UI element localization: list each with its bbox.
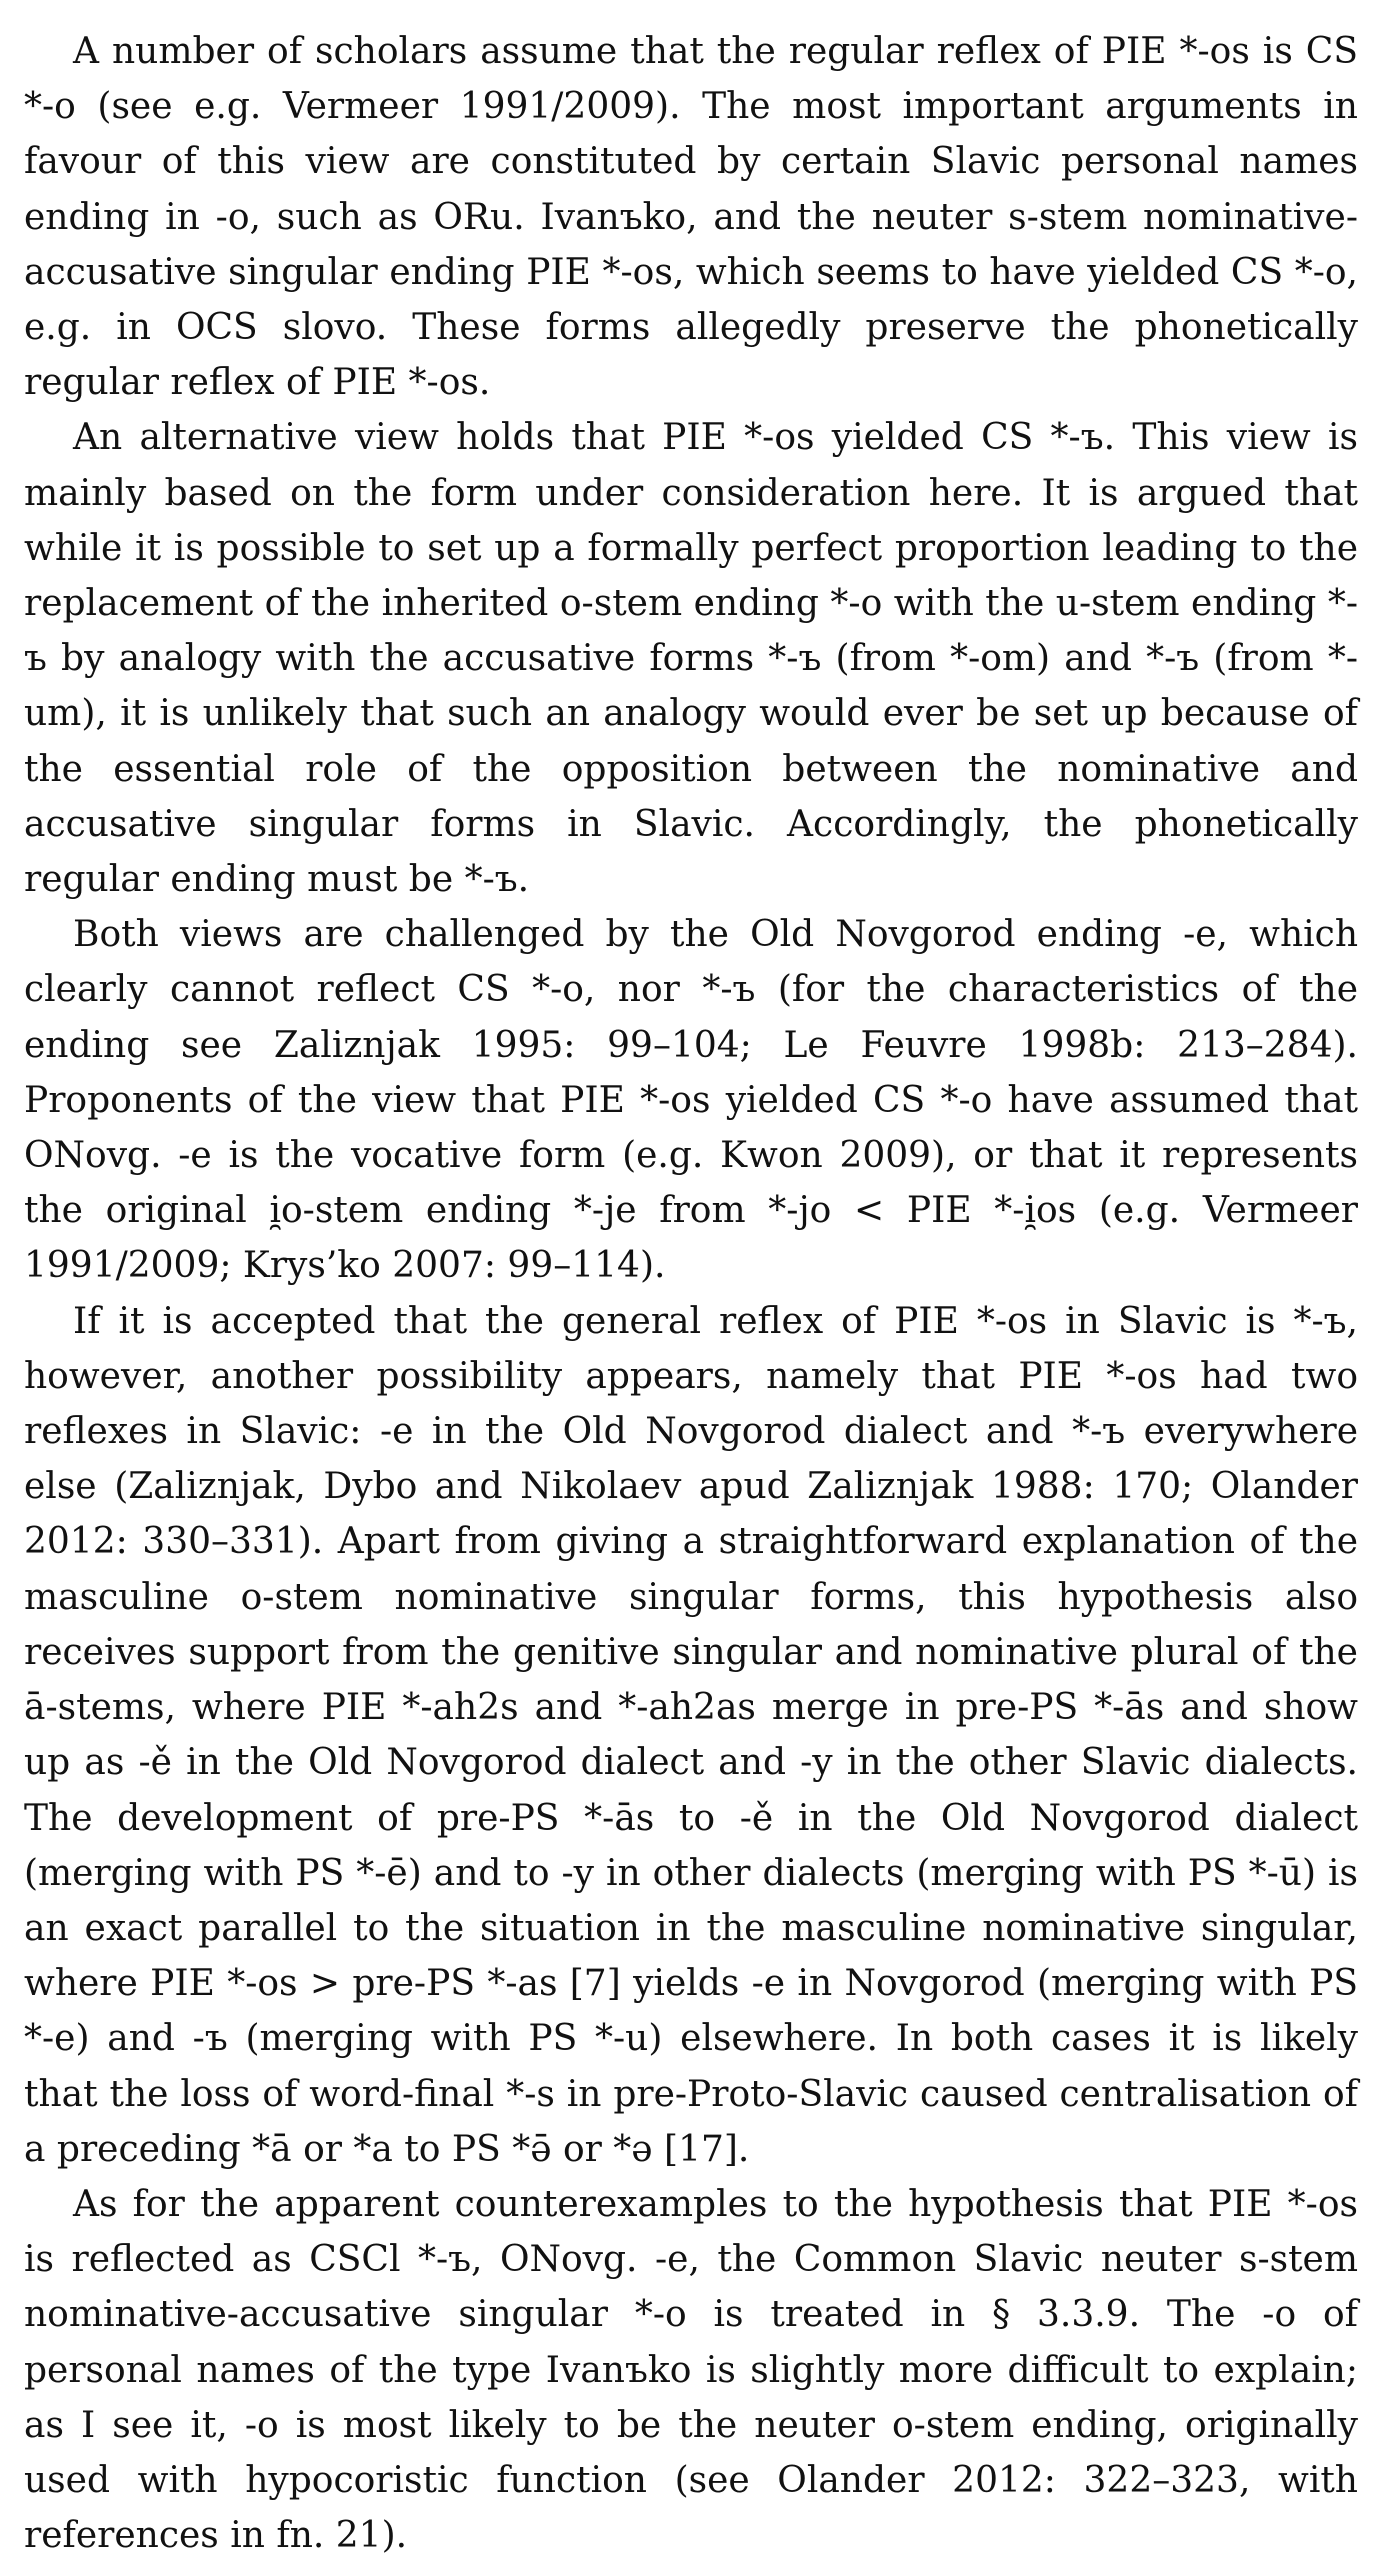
paragraph-1: A number of scholars assume that the regular reflex of PIE *-os is CS *-o (see e.g. Vermeer 1991/2009). The most important arguments in favour of this view are constituted by certain Slavic personal names ending in -o, such as ORu. Ivanъko, and the neuter s-stem nominative-accusative singular ending PIE *-os, which seems to have yielded CS *-o, e.g. in OCS slovo. These forms allegedly preserve the phonetically regular reflex of PIE *-os. <box>24 31 1358 404</box>
paragraph-3: Both views are challenged by the Old Novgorod ending -e, which clearly cannot reflect CS *-o, nor *-ъ (for the characteristics of the ending see Zaliznjak 1995: 99–104; Le Feuvre 1998b: 213–284). Proponents of the view that PIE *-os yielded CS *-o have assumed that ONovg. -e is the vocative form (e.g. Kwon 2009), or that it represents the original i̯o-stem ending *-je from *-jo < PIE *-i̯os (e.g. Vermeer 1991/2009; Krys’ko 2007: 99–114). <box>24 914 1358 1287</box>
page-body <box>24 24 1358 2563</box>
paragraph-4: If it is accepted that the general reflex of PIE *-os in Slavic is *-ъ, however, another possibility appears, namely that PIE *-os had two reflexes in Slavic: -e in the Old Novgorod dialect and *-ъ everywhere else (Zaliznjak, Dybo and Nikolaev apud Zaliznjak 1988: 170; Olander 2012: 330–331). Apart from giving a straightforward explanation of the masculine o-stem nominative singular forms, this hypothesis also receives support from the genitive singular and nominative plural of the ā-stems, where PIE *-ah2s and *-ah2as merge in pre-PS *-ās and show up as -ě in the Old Novgorod dialect and -y in the other Slavic dialects. The development of pre-PS *-ās to -ě in the Old Novgorod dialect (merging with PS *-ē) and to -y in other dialects (merging with PS *-ū) is an exact parallel to the situation in the masculine nominative singular, where PIE *-os > pre-PS *-as [7] yields -e in Novgorod (merging with PS *-e) and -ъ (merging with PS *-u) elsewhere. In both cases it is likely that the loss of word-final *-s in pre-Proto-Slavic caused centralisation of a preceding *ā or *a to PS *ə̄ or *ə [17]. <box>24 1300 1358 2170</box>
paragraph-2: An alternative view holds that PIE *-os yielded CS *-ъ. This view is mainly based on the form under consideration here. It is argued that while it is possible to set up a formally perfect proportion leading to the replacement of the inherited o-stem ending *-o with the u-stem ending *-ъ by analogy with the accusative forms *-ъ (from *-om) and *-ъ (from *-um), it is unlikely that such an analogy would ever be set up because of the essential role of the opposition between the nominative and accusative singular forms in Slavic. Accordingly, the phonetically regular ending must be *-ъ. <box>24 417 1358 901</box>
paragraph-5: As for the apparent counterexamples to the hypothesis that PIE *-os is reflected as CSCl *-ъ, ONovg. -e, the Common Slavic neuter s-stem nominative-accusative singular *-o is treated in § 3.3.9. The -o of personal names of the type Ivanъko is slightly more difficult to explain; as I see it, -o is most likely to be the neuter o-stem ending, originally used with hypocoristic function (see Olander 2012: 322–323, with references in fn. 21). <box>24 2183 1358 2557</box>
